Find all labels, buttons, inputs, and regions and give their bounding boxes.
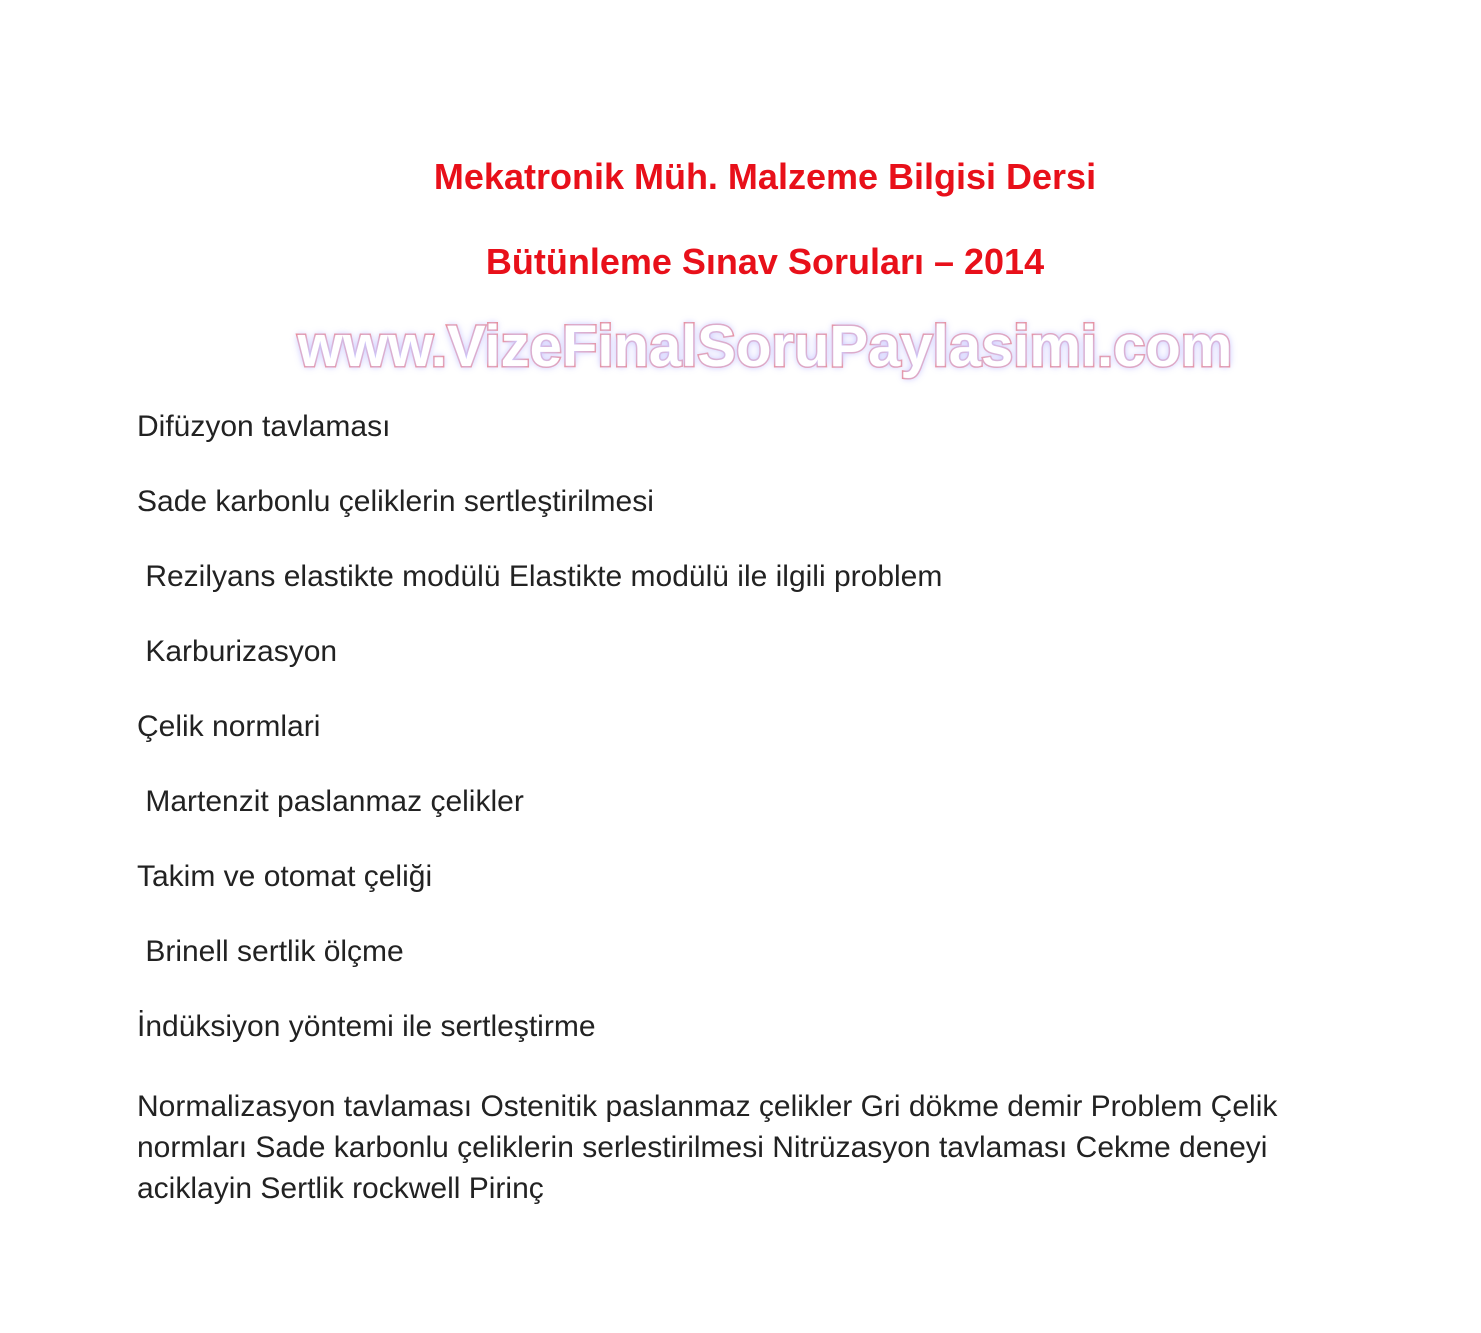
document-subtitle: Bütünleme Sınav Soruları – 2014 [485,241,1045,282]
question-paragraph: Normalizasyon tavlaması Ostenitik paslanmaz çelikler Gri dökme demir Problem Çelik normları Sade karbonlu çeliklerin serlestirilmesi Nitrüzasyon tavlaması Cekme deneyi aciklayin Sertlik rockwell Pirinç [137,1090,1278,1205]
question-item: Difüzyon tavlaması [137,410,391,443]
document-title: Mekatronik Müh. Malzeme Bilgisi Dersi [433,156,1097,197]
question-item: Martenzit paslanmaz çelikler [137,785,524,818]
question-item: İndüksiyon yöntemi ile sertleştirme [137,1010,596,1043]
question-item: Çelik normlari [137,710,321,743]
question-item: Takim ve otomat çeliği [137,860,433,893]
watermark: www.VizeFinalSoruPaylasimi.com [297,314,1233,379]
question-item: Rezilyans elastikte modülü Elastikte modülü ile ilgili problem [137,560,943,593]
question-item: Brinell sertlik ölçme [137,935,404,968]
question-item: Karburizasyon [137,635,338,668]
question-item: Sade karbonlu çeliklerin sertleştirilmesi [137,485,654,518]
